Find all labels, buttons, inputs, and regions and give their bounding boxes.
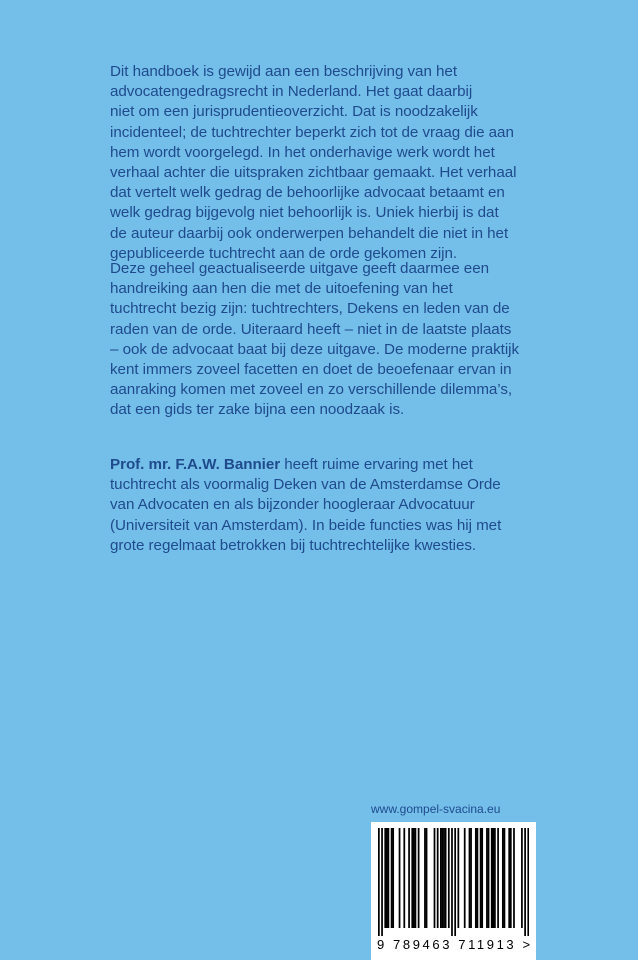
barcode-bar xyxy=(392,828,394,928)
barcode-bar xyxy=(445,828,447,928)
description-text-1: Dit handboek is gewijd aan een beschrijving van het advocatengedragsrecht in Nederland. Het gaat daarbij niet om een jurisprudentieoverzicht. Dat is noodzakelijk incidenteel; de tuchtrechter beperkt zich tot de vraag die aan hem wordt voorgelegd. In het onderhavige werk wordt het verhaal achter die uitspraken zichtbaar gemaakt. Het verhaal dat vertelt welk gedrag de behoorlijke advocaat betaamt en welk gedrag bijgevolg niet behoorlijk is. Uniek hierbij is dat de auteur daarbij ook onderwerpen behandelt die niet in het gepubliceerde tuchtrecht aan de orde gekomen zijn. xyxy=(110,63,517,262)
barcode-bar xyxy=(448,828,450,928)
barcode-bar xyxy=(491,828,493,928)
barcode-bar xyxy=(469,828,471,928)
author-bio xyxy=(110,455,540,556)
barcode-bar xyxy=(494,828,496,928)
barcode-bar xyxy=(408,828,410,928)
barcode-bar xyxy=(411,828,413,928)
description-text-2: Deze geheel geactualiseerde uitgave geeft daarmee een handreiking aan hen die met de uitoefening van het tuchtrecht bezig zijn: tuchtrechters, Dekens en leden van de raden van de orde. Uiteraard heeft – niet in de laatste plaats – ook de advocaat baat bij deze uitgave. De moderne praktijk kent immers zoveel facetten en doet de beoefenaar ervan in aanraking komen met zoveel en zo verschillende dilemma’s, dat een gids ter zake bijna een noodzaak is. xyxy=(110,260,520,419)
isbn-number: 9 789463 711913 > xyxy=(377,937,533,952)
barcode-bar xyxy=(434,828,436,928)
barcode-bar xyxy=(477,828,479,928)
publisher-website[interactable]: www.gompel-svacina.eu xyxy=(371,802,501,816)
isbn-barcode xyxy=(378,828,529,936)
author-bio-text xyxy=(110,455,540,556)
barcode-bar xyxy=(454,828,456,936)
barcode-bar xyxy=(399,828,401,928)
barcode-bar xyxy=(424,828,426,928)
barcode-bar xyxy=(426,828,428,928)
barcode-bar xyxy=(480,828,482,928)
barcode-bar xyxy=(521,828,523,928)
barcode-bar xyxy=(391,828,393,928)
barcode-bar xyxy=(443,828,445,928)
barcode-bar xyxy=(475,828,477,928)
barcode-bar xyxy=(437,828,439,928)
barcode-bar xyxy=(381,828,383,936)
barcode-area xyxy=(371,822,536,960)
barcode-bar xyxy=(510,828,512,928)
barcode-bar xyxy=(415,828,417,928)
barcode-bar xyxy=(378,828,380,936)
barcode-bar xyxy=(502,828,504,928)
barcode-bar xyxy=(418,828,420,928)
barcode-bar xyxy=(513,828,515,928)
barcode-bar xyxy=(492,828,494,928)
barcode-bar xyxy=(403,828,405,928)
barcode-bar xyxy=(524,828,526,936)
barcode-bar xyxy=(457,828,459,928)
barcode-bar xyxy=(504,828,506,928)
barcode-bar xyxy=(386,828,388,928)
description-paragraph-1 xyxy=(110,62,540,264)
barcode-bar xyxy=(388,828,390,928)
barcode-bar xyxy=(464,828,466,928)
barcode-bar xyxy=(508,828,510,928)
barcode-bar xyxy=(384,828,386,928)
barcode-bar xyxy=(470,828,472,928)
barcode-bar xyxy=(497,828,499,928)
barcode-bar xyxy=(451,828,453,936)
barcode-bar xyxy=(527,828,529,936)
barcode-bar xyxy=(488,828,490,928)
author-bio-body: heeft ruime ervaring met het tuchtrecht als voormalig Deken van de Amsterdamse Orde van Advocaten en als bijzonder hoogleraar Advocatuur (Universiteit van Amsterdam). In beide functies was hij met grote regelmaat betrokken bij tuchtrechtelijke kwesties. xyxy=(110,456,502,554)
barcode-bar xyxy=(481,828,483,928)
barcode-bar xyxy=(413,828,415,928)
author-name: Prof. mr. F.A.W. Bannier xyxy=(110,456,281,473)
barcode-bar xyxy=(486,828,488,928)
barcode-bar xyxy=(440,828,442,928)
barcode-bar xyxy=(442,828,444,928)
description-paragraph-2 xyxy=(110,259,540,421)
